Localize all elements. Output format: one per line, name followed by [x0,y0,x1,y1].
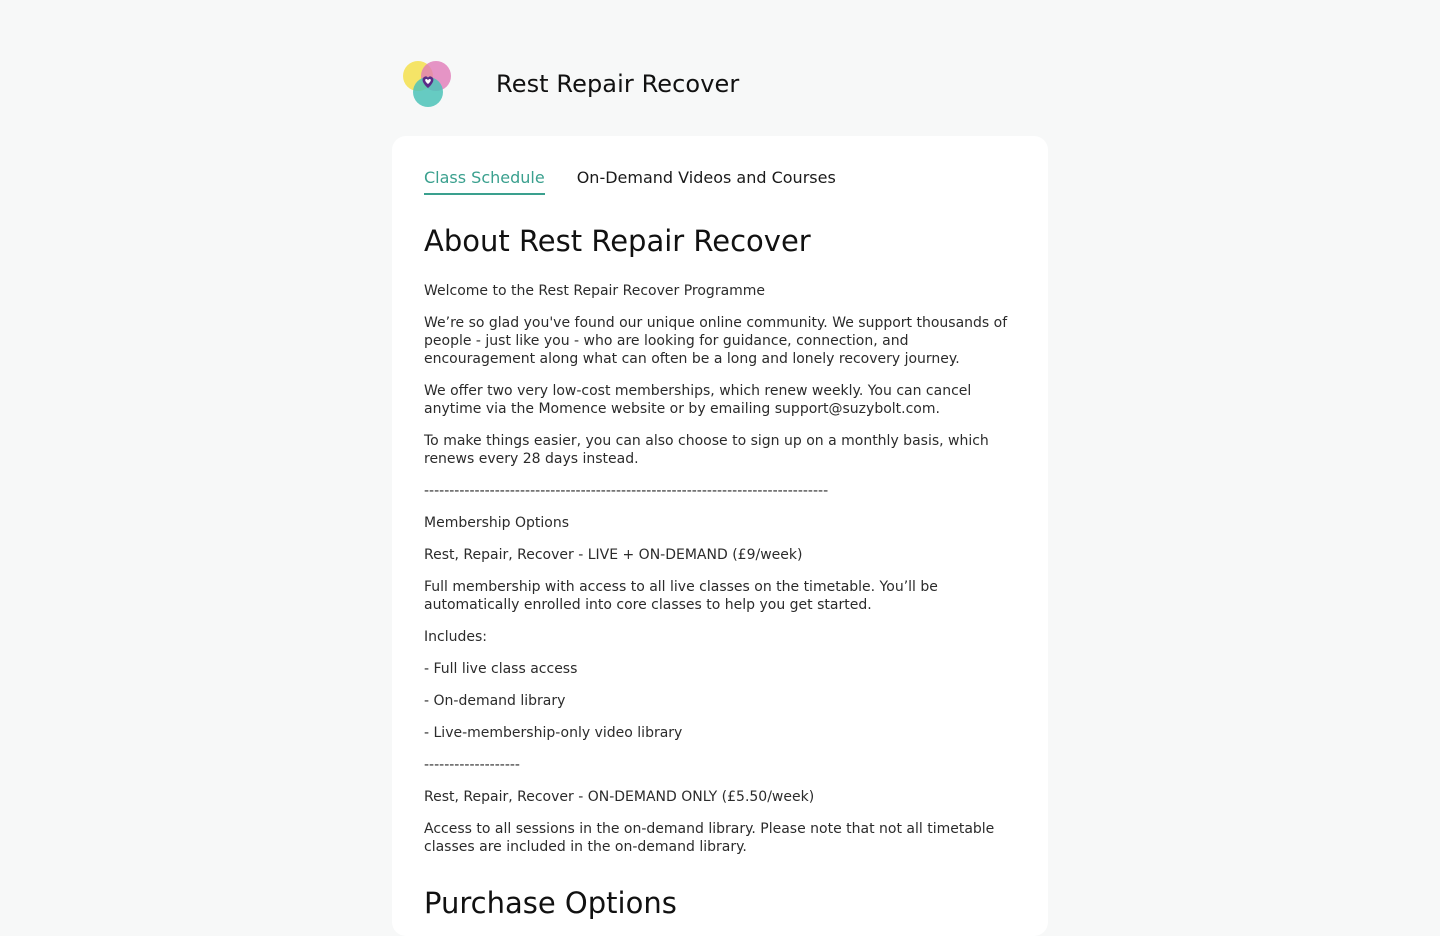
description-paragraph: - Live-membership-only video library [424,725,683,741]
description-paragraph: Includes: [424,629,487,645]
site-header [392,52,1048,116]
tab-on-demand-videos[interactable]: On-Demand Videos and Courses [576,168,836,187]
heart-venn-logo-icon[interactable] [392,52,456,116]
about-section [424,224,1016,920]
description-paragraph: We’re so glad you've found our unique online community. We support thousands of people - just like you - who are looking for guidance, connection, and encouragement along what can often be a long and lonely recovery journey. [424,315,1008,367]
content-card [392,136,1048,936]
description-paragraph: To make things easier, you can also choose to sign up on a monthly basis, which renews every 28 days instead. [424,433,989,467]
divider-line: -------------------------------------------------------------------------------- [424,483,829,499]
divider-line: ------------------- [424,757,520,773]
description-paragraph: Membership Options [424,515,569,531]
description-paragraph: - On-demand library [424,693,566,709]
tab-bar [424,168,836,195]
studio-name: Rest Repair Recover [496,70,740,98]
tab-class-schedule[interactable]: Class Schedule [424,168,545,195]
description-paragraph: We offer two very low-cost memberships, which renew weekly. You can cancel anytime via the Momence website or by emailing support@suzybolt.com. [424,383,972,417]
about-description [424,282,1016,856]
about-title: About Rest Repair Recover [424,224,811,258]
description-paragraph: - Full live class access [424,661,578,677]
purchase-options-title: Purchase Options [424,886,677,920]
description-paragraph: Rest, Repair, Recover - ON-DEMAND ONLY (£5.50/week) [424,789,815,805]
description-paragraph: Welcome to the Rest Repair Recover Programme [424,283,766,299]
description-paragraph: Rest, Repair, Recover - LIVE + ON-DEMAND (£9/week) [424,547,803,563]
description-paragraph: Full membership with access to all live classes on the timetable. You’ll be automatically enrolled into core classes to help you get started. [424,579,938,613]
description-paragraph: Access to all sessions in the on-demand library. Please note that not all timetable classes are included in the on-demand library. [424,821,995,855]
